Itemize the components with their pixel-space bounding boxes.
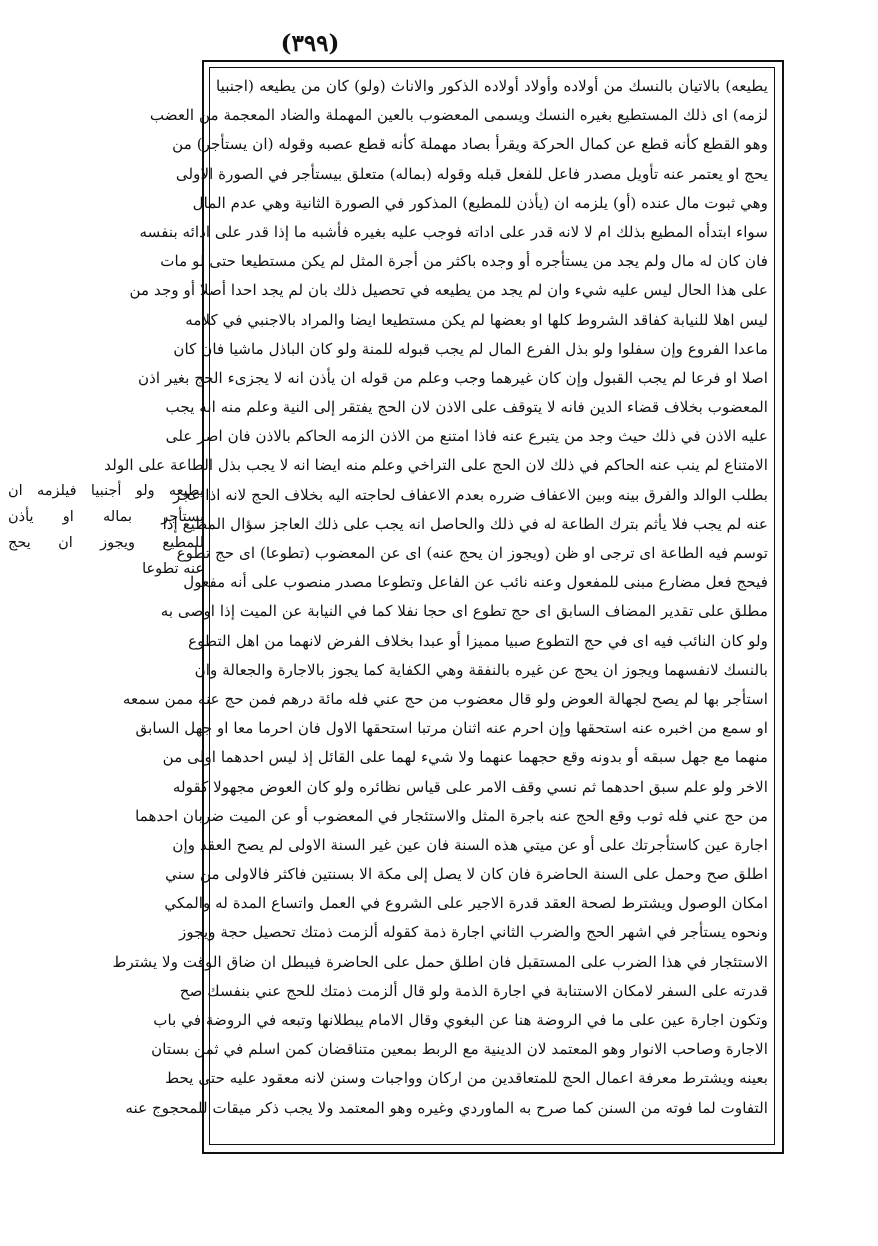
text-line: المعضوب بخلاف قضاء الدين فانه لا يتوقف على الاذن لان الحج يفتقر إلى النية وعلم منه انه يجب [165, 398, 768, 417]
text-line: وتكون اجارة عين على ما في الروضة هنا عن البغوي وقال الامام يبطلانها وتبعه في الروضة في باب [153, 1011, 768, 1029]
text-line: وهي ثبوت مال عنده (أو) يلزمه ان (يأذن للمطيع) المذكور في الصورة الثانية وهي عدم المال [192, 193, 768, 212]
text-line: ماعدا الفروع وإن سفلوا ولو بذل الفرع المال لم يجب قبوله للمنة ولو كان الباذل ماشيا فان كان [173, 339, 768, 358]
text-line: استأجر بها لم يصح لجهالة العوض ولو قال معضوب من حج عني فله مائة درهم فمن حج عنه ممن سمعه [122, 689, 768, 708]
margin-note-line: يطيعه ولو أجنبيا فيلزمه ان [8, 483, 204, 499]
margin-note [8, 478, 204, 582]
text-line: امكان الوصول ويشترط لصحة العقد قدرة الاجير على الشروع في العمل واتساع المدة له والمكي [164, 894, 768, 913]
margin-note-line: يستأجر بماله او يأذن [8, 509, 204, 525]
page-number: (٣٩٩) [280, 30, 340, 57]
text-line: على هذا الحال ليس عليه شيء وان لم يجد من يطيعه في تحصيل ذلك بان لم يجد احدا أصلا أو وجد من [129, 281, 768, 300]
text-line: لزمه) اى ذلك المستطيع بغيره النسك ويسمى المعضوب بالعين المهملة والضاد المعجمة من العضب [149, 106, 768, 125]
text-line: فيحج فعل مضارع مبنى للمفعول وعنه نائب عن الفاعل وتطوعا مصدر منصوب على أنه مفعول [183, 573, 768, 592]
text-line: بطلب الوالد والفرق بينه وبين الاعفاف ضرره بعدم الاعفاف لحاجته اليه بخلاف الحج لانه اذا عجز [173, 485, 768, 504]
text-line: الامتناع لم ينب عنه الحاكم في ذلك لان الحج على التراخي وعلم منه ايضا انه لا يجب بذل الطاعة على الولد [104, 456, 768, 475]
text-line: وهو القطع كأنه قطع عن كمال الحركة ويقرأ بصاد مهملة كأنه قطع عصبه وقوله (ان يستأجر) من [172, 135, 768, 154]
text-line: يحج او يعتمر عنه تأويل مصدر فاعل للفعل قبله وقوله (بماله) متعلق بيستأجر في الصورة الاولى [175, 164, 768, 183]
text-line: بعينه ويشترط معرفة اعمال الحج للمتعاقدين من اركان وواجبات وسنن لانه معقود عليه حتى يحط [165, 1069, 768, 1088]
text-line: سواء ابتدأه المطيع بذلك ام لا لانه قدر على اداته فوجب عليه بغيره فأشبه ما إذا قدر على ادائه بنفسه [139, 222, 768, 241]
text-line: الاخر ولو علم سبق احدهما ثم نسي وقف الامر على قياس نظائره ولو كان العوض مجهولا كقوله [172, 777, 768, 796]
text-line: من حج عني فله ثوب وقع الحج عنه باجرة المثل والاستئجار في المعضوب أو عن الميت ضربان احدهما [135, 806, 768, 825]
margin-note-line: للمطيع ويجوز ان يحج [8, 535, 204, 551]
text-line: فان كان له مال ولم يجد من يستأجره أو وجده باكثر من أجرة المثل لم يكن مستطيعا حتى لو مات [160, 252, 768, 271]
text-line: ليس اهلا للنيابة كفاقد الشروط كلها او بعضها لم يكن مستطيعا ايضا والمراد بالاجنبي في كلامه [185, 310, 768, 329]
text-line: الاستئجار في هذا الضرب على المستقبل فان اطلق حمل على الحاضرة فيبطل ان ضاق الوقت ولا يشترط [112, 952, 768, 971]
text-line: عنه لم يجب فلا يأثم بترك الطاعة له في ذلك والحاصل انه يجب على ذلك العاجز سؤال المطيع إذا [162, 514, 768, 533]
footer-rule [202, 1152, 784, 1153]
text-line: بالنسك لانفسهما ويجوز ان يحج عن غيره بالنفقة وهي الكفاية كما يجوز بالاجارة والجعالة وان [194, 660, 768, 679]
text-line: الاجارة وصاحب الانوار وهو المعتمد لان الدينية مع الربط بمعين متناقضان كمن اسلم في ثمن بستان [151, 1040, 768, 1059]
text-line: اجارة عين كاستأجرتك على أو عن ميتي هذه السنة فان عين غير السنة الاولى لم يصح العقد وإن [172, 835, 768, 854]
text-line: عليه الاذن في ذلك حيث وجد من يتبرع عنه فاذا امتنع من الاذن الزمه الحاكم بالاذن فان اصر على [165, 427, 768, 446]
text-line: او سمع من اخبره عنه استحقها وإن احرم عنه اثنان مرتبا استحقها الاول فان احرما معا او جهل السابق [135, 719, 768, 738]
text-line: توسم فيه الطاعة اى ترجى او ظن (ويجوز ان يحج عنه) اى عن المعضوب (تطوعا) اى حج تطوع [176, 544, 768, 562]
text-line: اصلا او فرعا لم يجب القبول وإن كان غيرهما وجب وعلم من قوله ان يأذن انه لا يجزىء الحج بغير اذن [137, 368, 768, 387]
text-line: اطلق صح وحمل على السنة الحاضرة فان كان لا يصل إلى مكة الا بسنتين فاكثر فالاولى من سني [165, 865, 768, 884]
text-line: منهما مع جهل سبقه أو بدونه وقع حجهما عنهما ولا شيء لهما على القائل إذ ليس احدهما اولى من [162, 748, 768, 767]
text-line: التفاوت لما فوته من السنن كما صرح به الماوردي وغيره وهو المعتمد ولا يجب ذكر ميقات للمحجوج عنه [125, 1098, 768, 1117]
text-line: ولو كان النائب فيه اى في حج التطوع صبيا مميزا أو عبدا بخلاف الفرض لانهما من اهل التطوع [188, 631, 768, 650]
text-line: قدرته على السفر لامكان الاستنابة في اجارة الذمة ولو قال ألزمت ذمتك للحج عني بنفسك صح [179, 981, 768, 1000]
text-line: يطيعه) بالاتيان بالنسك من أولاده وأولاد أولاده الذكور والاناث (ولو) كان من يطيعه (اجنبيا [216, 77, 768, 95]
margin-note-line: عنه تطوعا [142, 561, 204, 577]
text-line: ونحوه يستأجر في اشهر الحج والضرب الثاني اجارة ذمة كقوله ألزمت ذمتك تحصيل حجة ويجوز [179, 923, 768, 942]
text-line: مطلق على تقدير المضاف السابق اى حج تطوع اى حجا نفلا كما في النيابة عن الميت إذا اوصى به [160, 602, 768, 621]
